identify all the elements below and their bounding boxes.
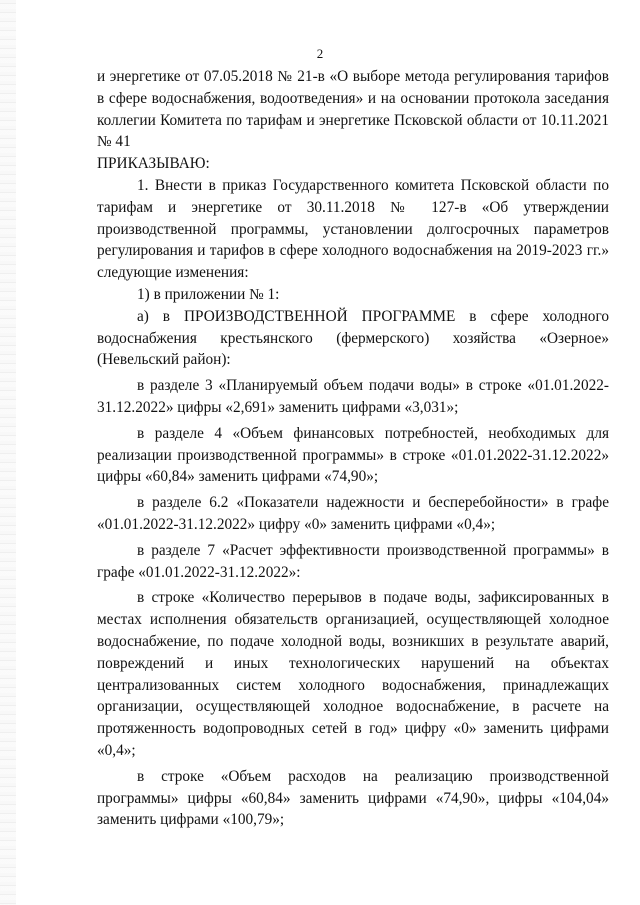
paragraph-subitem-a: а) в ПРОИЗВОДСТВЕННОЙ ПРОГРАММЕ в сфере холодного водоснабжения крестьянского (фермерского) хозяйства «Озерное» (Невельский район):	[97, 307, 609, 369]
paragraph-section-4: в разделе 4 «Объем финансовых потребностей, необходимых для реализации производственной программы» в строке «01.01.2022-31.12.2022» цифры «60,84» заменить цифрами «74,90»;	[97, 424, 609, 486]
order-heading: ПРИКАЗЫВАЮ:	[97, 155, 210, 173]
paragraph-item-1: 1. Внести в приказ Государственного комитета Псковской области по тарифам и энергетике от 30.11.2018 № 127-в «Об утверждении производственной программы, установлении долгосрочных параметров регулирования и тарифов в сфере холодного водоснабжения на 2019-2023 гг.» следующие изменения:	[97, 176, 609, 282]
paragraph-appendix-1: 1) в приложении № 1:	[137, 285, 280, 303]
paragraph-section-3: в разделе 3 «Планируемый объем подачи воды» в строке «01.01.2022-31.12.2022» цифры «2,691» заменить цифрами «3,031»;	[97, 377, 609, 416]
paragraph-interruptions-row: в строке «Количество перерывов в подаче воды, зафиксированных в местах исполнения обязательств организацией, осуществляющей холодное водоснабжение, по подаче холодной воды, возникших в результате аварий, повреждений и иных технологических нарушений на объектах централизованных систем холодного водоснабжения, принадлежащих организации, осуществляющей холодное водоснабжение, в расчете на протяженность водопроводных сетей в год» цифру «0» заменить цифрами «0,4»;	[97, 589, 609, 759]
document-body	[97, 66, 609, 831]
paragraph-basis: и энергетике от 07.05.2018 № 21-в «О выборе метода регулирования тарифов в сфере водоснабжения, водоотведения» и на основании протокола заседания коллегии Комитета по тарифам и энергетике Псковской области от 10.11.2021 № 41	[97, 68, 609, 151]
page-number: 2	[316, 46, 324, 61]
paragraph-section-6-2: в разделе 6.2 «Показатели надежности и бесперебойности» в графе «01.01.2022-31.12.2022» цифру «0» заменить цифрами «0,4»;	[97, 494, 609, 533]
paragraph-section-7: в разделе 7 «Расчет эффективности производственной программы» в графе «01.01.2022-31.12.2022»:	[97, 541, 609, 581]
paragraph-expenses-row: в строке «Объем расходов на реализацию производственной программы» цифры «60,84» заменить цифрами «74,90», цифры «104,04» заменить цифрами «100,79»;	[97, 767, 609, 829]
scan-edge-artifact	[0, 0, 16, 905]
